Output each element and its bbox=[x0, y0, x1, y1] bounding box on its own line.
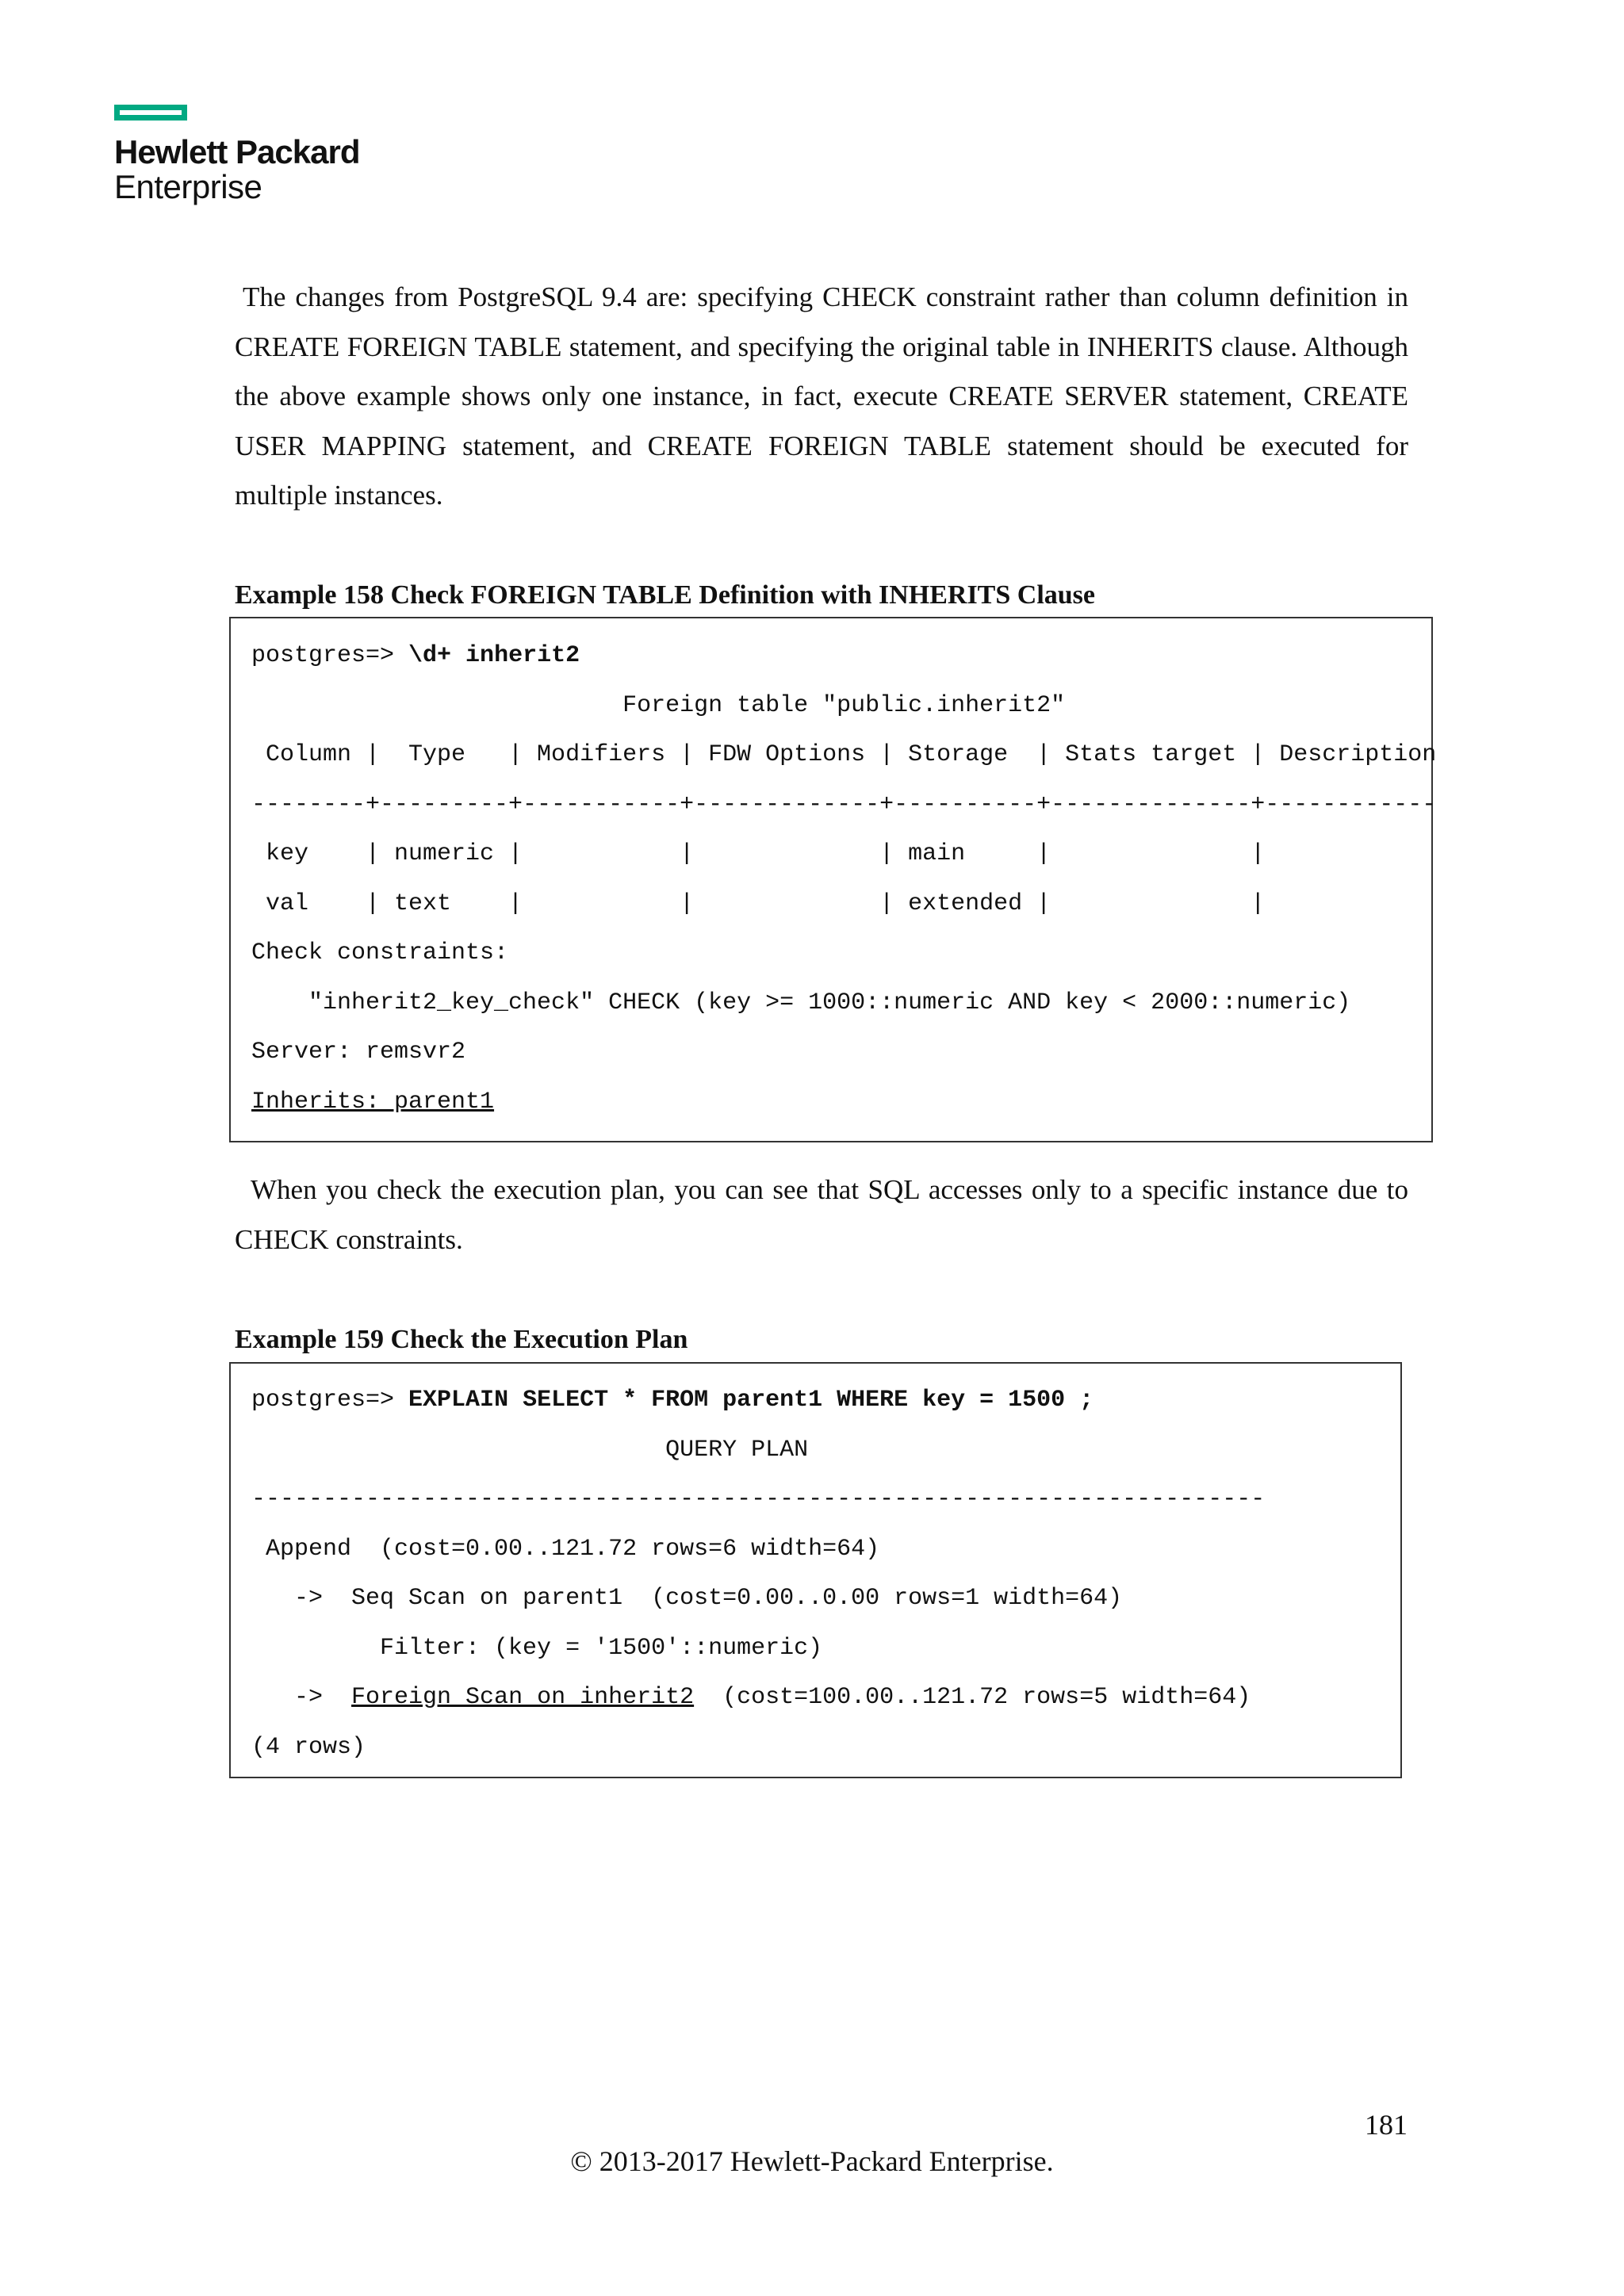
logo-text-line1: Hewlett Packard bbox=[114, 133, 360, 170]
plan-line-prefix: -> bbox=[251, 1684, 352, 1711]
example-158-caption: Example 158 Check FOREIGN TABLE Definition with INHERITS Clause bbox=[235, 580, 1095, 610]
page-number: 181 bbox=[1365, 2109, 1408, 2141]
execution-plan-paragraph: When you check the execution plan, you can see that SQL accesses only to a specific instance due to CHECK constraints. bbox=[235, 1174, 1408, 1255]
copyright-footer: © 2013-2017 Hewlett-Packard Enterprise. bbox=[570, 2145, 1054, 2177]
table-title: Foreign table "public.inherit2" bbox=[251, 691, 1066, 719]
table-separator: --------+---------+-----------+-------------+----------+--------------+------------ bbox=[251, 790, 1437, 818]
intro-paragraph: The changes from PostgreSQL 9.4 are: specifying CHECK constraint rather than column definition in CREATE FOREIGN TABLE statement, and specifying the original table in INHERITS clause. Although the above example shows only one instance, in fact, execute CREATE SERVER statement, CREATE USER MAPPING statement, and CREATE FOREIGN TABLE statement should be executed for multiple instances. bbox=[235, 281, 1408, 511]
plan-line: Append (cost=0.00..121.72 rows=6 width=64) bbox=[251, 1535, 880, 1563]
table-header: Column | Type | Modifiers | FDW Options | Storage | Stats target | Description bbox=[251, 741, 1437, 768]
plan-line-suffix: (cost=100.00..121.72 rows=5 width=64) bbox=[694, 1684, 1251, 1711]
command: EXPLAIN SELECT * FROM parent1 WHERE key = 1500 ; bbox=[408, 1387, 1094, 1414]
check-constraints-label: Check constraints: bbox=[251, 939, 509, 966]
check-constraint-value: "inherit2_key_check" CHECK (key >= 1000::numeric AND key < 2000::numeric) bbox=[251, 989, 1351, 1016]
example-159-code-block bbox=[229, 1362, 1402, 1778]
hpe-logo-icon bbox=[114, 105, 187, 121]
command: \d+ inherit2 bbox=[408, 642, 580, 669]
plan-line: -> Seq Scan on parent1 (cost=0.00..0.00 rows=1 width=64) bbox=[251, 1585, 1123, 1612]
table-row: key | numeric | | | main | | bbox=[251, 840, 1266, 867]
example-158-code-block bbox=[229, 617, 1437, 1142]
query-plan-title: QUERY PLAN bbox=[251, 1436, 809, 1464]
prompt: postgres=> bbox=[251, 642, 409, 669]
foreign-scan-text: Foreign Scan on inherit2 bbox=[351, 1684, 695, 1711]
query-plan-separator: ----------------------------------------------------------------------- bbox=[251, 1486, 1266, 1513]
row-count: (4 rows) bbox=[251, 1733, 366, 1761]
hpe-logo bbox=[114, 105, 359, 205]
prompt: postgres=> bbox=[251, 1387, 409, 1414]
code-command-line bbox=[251, 631, 1431, 681]
table-row: val | text | | | extended | | bbox=[251, 890, 1266, 917]
code-command-line bbox=[251, 1376, 1400, 1425]
plan-line: Filter: (key = '1500'::numeric) bbox=[251, 1634, 823, 1662]
inherits-line: Inherits: parent1 bbox=[251, 1088, 495, 1115]
logo-text-line2: Enterprise bbox=[114, 168, 262, 205]
server-line: Server: remsvr2 bbox=[251, 1039, 466, 1066]
plan-line bbox=[251, 1673, 1400, 1723]
example-159-caption: Example 159 Check the Execution Plan bbox=[235, 1325, 688, 1354]
